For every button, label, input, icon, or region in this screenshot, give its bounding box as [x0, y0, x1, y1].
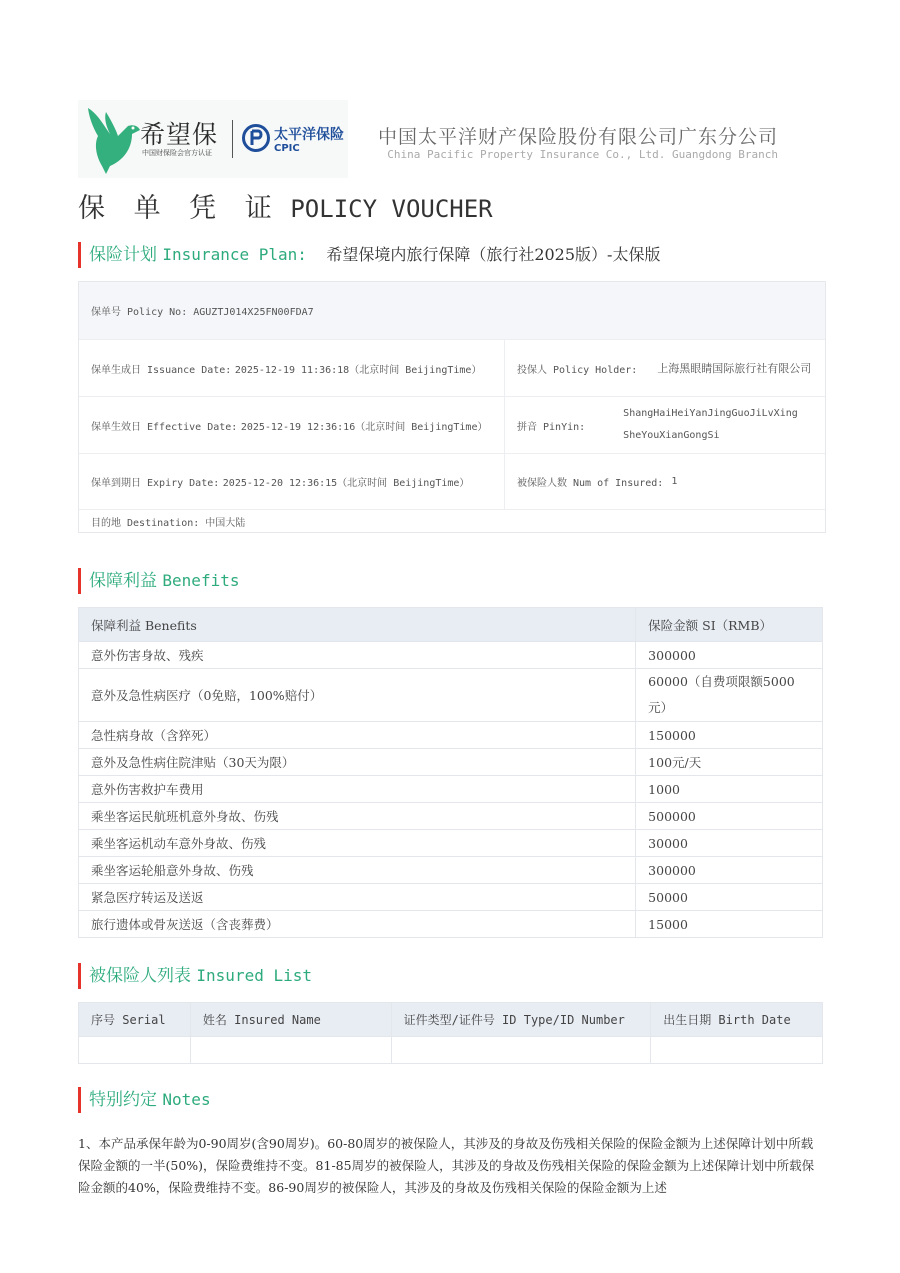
- table-row: [79, 1037, 823, 1064]
- benefit-si: 300000: [636, 642, 823, 669]
- plan-label-cn: 保险计划: [89, 245, 157, 265]
- expiry-row: [79, 454, 825, 510]
- birth-col-header: 出生日期 Birth Date: [651, 1003, 823, 1037]
- expiry-value: 2025-12-20 12:36:15（北京时间 BeijingTime）: [222, 478, 470, 489]
- benefits-heading: [78, 568, 239, 594]
- insured-header-row: [79, 1003, 823, 1037]
- cpic-logo-icon: [242, 124, 270, 152]
- name-col-header: 姓名 Insured Name: [190, 1003, 391, 1037]
- holder-value: 上海黑眼睛国际旅行社有限公司: [657, 362, 812, 375]
- notes-heading-en: Notes: [162, 1090, 211, 1109]
- benefit-name: 乘坐客运机动车意外身故、伤残: [79, 830, 636, 857]
- insurer-logo-en: CPIC: [274, 143, 300, 154]
- benefit-si: 500000: [636, 803, 823, 830]
- table-row: [79, 642, 823, 669]
- page-title: [78, 186, 493, 225]
- holder-label: 投保人 Policy Holder:: [517, 364, 638, 376]
- table-row: [79, 722, 823, 749]
- logo-divider: [232, 120, 233, 158]
- effective-row: [79, 397, 825, 454]
- page-header: [78, 100, 778, 180]
- insured-heading-cn: 被保险人列表: [89, 966, 191, 986]
- issuance-date: [79, 340, 481, 396]
- plan-label-en: Insurance Plan:: [162, 245, 307, 264]
- issuance-label: 保单生成日 Issuance Date:: [91, 364, 232, 376]
- table-row: [79, 857, 823, 884]
- pinyin-label: 拼音 PinYin:: [517, 421, 586, 433]
- policy-no: 保单号 Policy No: AGUZTJ014X25FN00FDA7: [91, 307, 314, 318]
- effective-date: [79, 397, 487, 453]
- policy-no-row: [79, 282, 825, 340]
- num-insured: [505, 454, 677, 509]
- id-col-header: 证件类型/证件号 ID Type/ID Number: [391, 1003, 651, 1037]
- insured-heading-en: Insured List: [196, 966, 312, 985]
- table-row: [79, 803, 823, 830]
- benefit-name: 意外伤害身故、残疾: [79, 642, 636, 669]
- benefits-table: [78, 607, 823, 938]
- benefit-name: 意外及急性病医疗（0免赔，100%赔付）: [79, 669, 636, 722]
- effective-value: 2025-12-19 12:36:16（北京时间 BeijingTime）: [240, 421, 488, 433]
- benefit-name: 旅行遗体或骨灰送返（含丧葬费）: [79, 911, 636, 938]
- benefit-si: 60000（自费项限额5000 元）: [636, 669, 823, 722]
- benefit-name: 急性病身故（含猝死）: [79, 722, 636, 749]
- issuance-value: 2025-12-19 11:36:18（北京时间 BeijingTime）: [234, 364, 482, 376]
- brand-name: 希望保: [140, 120, 219, 149]
- insured-list-heading: [78, 963, 312, 989]
- notes-heading-cn: 特别约定: [89, 1090, 157, 1110]
- benefits-header-row: [79, 608, 823, 642]
- effective-label: 保单生效日 Effective Date:: [91, 421, 238, 433]
- table-row: [79, 911, 823, 938]
- insurance-plan-heading: [78, 242, 660, 268]
- si-col-header: 保险金额 SI（RMB）: [636, 608, 823, 642]
- bird-logo-icon: [84, 104, 142, 174]
- policy-info-box: [78, 281, 826, 533]
- notes-heading: [78, 1087, 211, 1113]
- benefit-name: 乘坐客运民航班机意外身故、伤残: [79, 803, 636, 830]
- benefits-heading-cn: 保障利益: [89, 571, 157, 591]
- brand-subtitle: 中国财保险会官方认证: [142, 149, 212, 157]
- benefits-heading-en: Benefits: [162, 571, 240, 590]
- title-en: POLICY VOUCHER: [290, 195, 493, 223]
- benefit-name: 意外及急性病住院津贴（30天为限）: [79, 749, 636, 776]
- benefit-si: 15000: [636, 911, 823, 938]
- benefit-si: 50000: [636, 884, 823, 911]
- benefit-si: 300000: [636, 857, 823, 884]
- policy-holder: [505, 340, 811, 396]
- table-row: [79, 776, 823, 803]
- company-name-cn: 中国太平洋财产保险股份有限公司广东分公司: [377, 126, 778, 148]
- expiry-date: [79, 454, 469, 509]
- benefit-si: 1000: [636, 776, 823, 803]
- plan-name: 希望保境内旅行保障（旅行社2025版）-太保版: [326, 245, 661, 264]
- logo-box: [78, 100, 348, 178]
- company-name-en: China Pacific Property Insurance Co., Ltd. Guangdong Branch: [387, 148, 778, 161]
- destination-row: [79, 510, 825, 532]
- insurer-logo-cn: 太平洋保险: [274, 127, 344, 143]
- title-cn: 保 单 凭 证: [78, 193, 282, 224]
- benefit-name: 意外伤害救护车费用: [79, 776, 636, 803]
- table-row: [79, 884, 823, 911]
- benefits-col-header: 保障利益 Benefits: [79, 608, 636, 642]
- benefit-name: 紧急医疗转运及送返: [79, 884, 636, 911]
- pinyin: [505, 397, 798, 453]
- destination: 目的地 Destination: 中国大陆: [91, 517, 246, 529]
- serial-col-header: 序号 Serial: [79, 1003, 191, 1037]
- column-divider: [504, 340, 505, 510]
- table-row: [79, 830, 823, 857]
- benefit-si: 30000: [636, 830, 823, 857]
- issuance-row: [79, 340, 825, 397]
- insured-list-table: [78, 1002, 823, 1064]
- insured-count-label: 被保险人数 Num of Insured:: [517, 478, 664, 489]
- table-row: [79, 749, 823, 776]
- table-row: [79, 669, 823, 722]
- notes-text: 1、本产品承保年龄为0-90周岁(含90周岁)。60-80周岁的被保险人，其涉及的身故及伤残相关保险的保险金额为上述保障计划中所载保险金额的一半(50%)，保险费维持不变。81-85周岁的被保险人，其涉及的身故及伤残相关保险的保险金额为上述保障计划中所载保险金额的40%，保险费维持不变。86-90周岁的被保险人，其涉及的身故及伤残相关保险的保险金额为上述: [78, 1136, 815, 1195]
- benefit-si: 150000: [636, 722, 823, 749]
- pinyin-value: ShangHaiHeiYanJingGuoJiLvXing SheYouXianGongSi: [623, 408, 798, 441]
- insured-count-value: 1: [671, 476, 678, 487]
- benefit-name: 乘坐客运轮船意外身故、伤残: [79, 857, 636, 884]
- expiry-label: 保单到期日 Expiry Date:: [91, 478, 220, 489]
- benefit-si: 100元/天: [636, 749, 823, 776]
